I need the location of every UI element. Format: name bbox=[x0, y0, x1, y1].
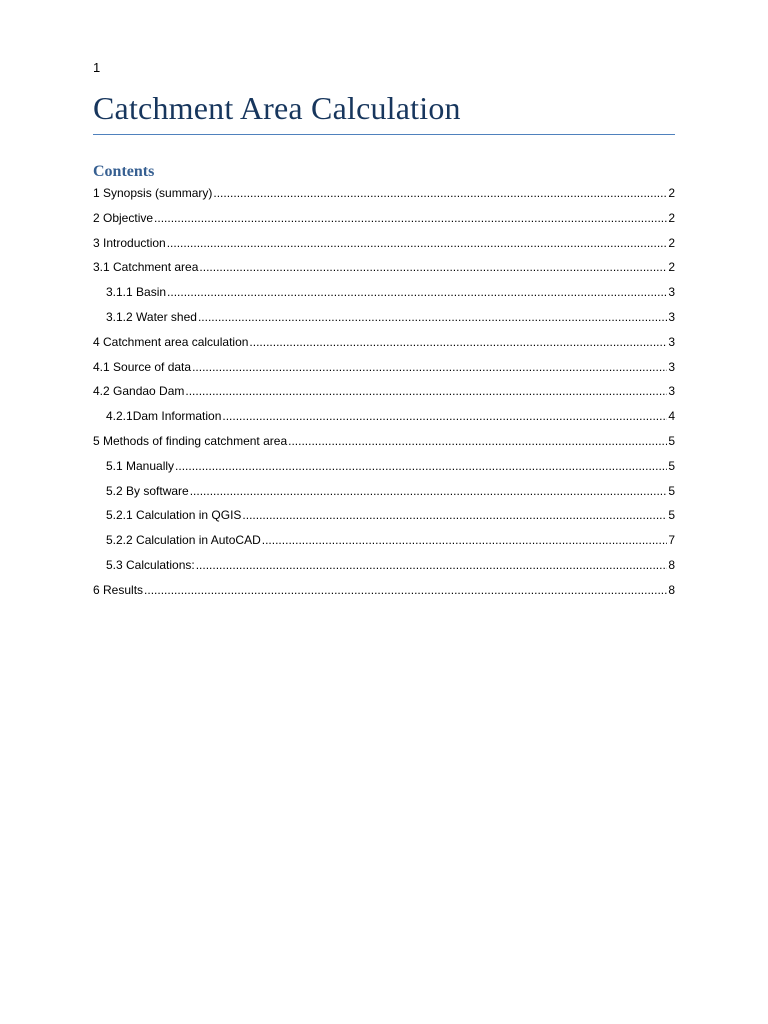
toc-entry-page: 8 bbox=[668, 582, 675, 597]
toc-entry-title: 4.2.1Dam Information bbox=[106, 409, 222, 424]
toc-leader-dots bbox=[213, 186, 667, 200]
toc-leader-dots bbox=[190, 484, 668, 498]
toc-entry-title: 2 Objective bbox=[93, 210, 154, 225]
toc-entry-page: 2 bbox=[668, 235, 675, 250]
toc-entry[interactable] bbox=[93, 533, 675, 558]
toc-entry-title: 3.1 Catchment area bbox=[93, 260, 199, 275]
toc-entry-page: 2 bbox=[668, 210, 675, 225]
toc-entry-page: 2 bbox=[668, 186, 675, 200]
toc-entry-title: 5.2 By software bbox=[106, 483, 189, 498]
toc-entry-title: 5.3 Calculations: bbox=[106, 557, 195, 572]
toc-entry-title: 5.1 Manually bbox=[106, 458, 175, 473]
toc-entry-title: 3.1.2 Water shed bbox=[106, 309, 197, 324]
toc-leader-dots bbox=[222, 409, 667, 423]
toc-entry-title: 6 Results bbox=[93, 582, 144, 597]
toc-entry[interactable] bbox=[93, 335, 675, 360]
toc-entry-title: 3.1.1 Basin bbox=[106, 285, 167, 300]
toc-entry-page: 5 bbox=[668, 458, 675, 473]
toc-entry-title: 5 Methods of finding catchment area bbox=[93, 433, 288, 448]
toc-entry[interactable] bbox=[93, 558, 675, 583]
toc-leader-dots bbox=[262, 533, 668, 547]
toc-entry[interactable] bbox=[93, 211, 675, 236]
toc-entry-page: 3 bbox=[668, 309, 675, 324]
toc-leader-dots bbox=[196, 558, 668, 572]
toc-entry-title: 4.2 Gandao Dam bbox=[93, 384, 185, 399]
toc-entry-page: 7 bbox=[668, 533, 675, 548]
toc-entry[interactable] bbox=[93, 459, 675, 484]
toc-entry[interactable] bbox=[93, 260, 675, 285]
toc-entry[interactable] bbox=[93, 360, 675, 385]
toc-entry-page: 8 bbox=[668, 557, 675, 572]
toc-entry-page: 5 bbox=[668, 483, 675, 498]
toc-entry-page: 4 bbox=[668, 409, 675, 424]
toc-leader-dots bbox=[175, 459, 667, 473]
toc-entry-title: 4.1 Source of data bbox=[93, 359, 192, 374]
toc-leader-dots bbox=[249, 335, 667, 349]
document-title: Catchment Area Calculation bbox=[93, 90, 461, 126]
toc-entry-title: 3 Introduction bbox=[93, 235, 166, 250]
toc-entry[interactable] bbox=[93, 583, 675, 608]
toc-entry[interactable] bbox=[93, 434, 675, 459]
toc-entry[interactable] bbox=[93, 384, 675, 409]
toc-entry-title: 4 Catchment area calculation bbox=[93, 334, 249, 349]
toc-entry[interactable] bbox=[93, 310, 675, 335]
toc-entry[interactable] bbox=[93, 409, 675, 434]
toc-entry-title: 5.2.1 Calculation in QGIS bbox=[106, 508, 242, 523]
toc-leader-dots bbox=[242, 508, 667, 522]
toc-entry-page: 3 bbox=[668, 285, 675, 300]
toc-entry[interactable] bbox=[93, 186, 675, 211]
toc-entry-page: 3 bbox=[668, 384, 675, 399]
toc-entry[interactable] bbox=[93, 484, 675, 509]
toc-entry[interactable] bbox=[93, 285, 675, 310]
toc-leader-dots bbox=[185, 384, 667, 398]
toc-entry-page: 5 bbox=[668, 508, 675, 523]
toc-entry-page: 3 bbox=[668, 359, 675, 374]
toc-leader-dots bbox=[144, 583, 667, 597]
contents-heading: Contents bbox=[93, 163, 155, 180]
toc-entry-page: 2 bbox=[668, 260, 675, 275]
title-underline bbox=[93, 134, 675, 135]
toc-leader-dots bbox=[288, 434, 667, 448]
toc-leader-dots bbox=[154, 211, 667, 225]
toc-entry-title: 5.2.2 Calculation in AutoCAD bbox=[106, 533, 261, 548]
toc-entry-page: 5 bbox=[668, 433, 675, 448]
toc-entry-page: 3 bbox=[668, 334, 675, 349]
toc-entry-title: 1 Synopsis (summary) bbox=[93, 186, 213, 200]
toc-entry[interactable] bbox=[93, 508, 675, 533]
toc-leader-dots bbox=[167, 285, 667, 299]
toc-leader-dots bbox=[192, 360, 667, 374]
toc-leader-dots bbox=[199, 260, 667, 274]
toc-entry[interactable] bbox=[93, 236, 675, 261]
table-of-contents bbox=[93, 186, 675, 608]
page-number: 1 bbox=[93, 60, 101, 75]
toc-leader-dots bbox=[167, 236, 668, 250]
toc-leader-dots bbox=[198, 310, 667, 324]
